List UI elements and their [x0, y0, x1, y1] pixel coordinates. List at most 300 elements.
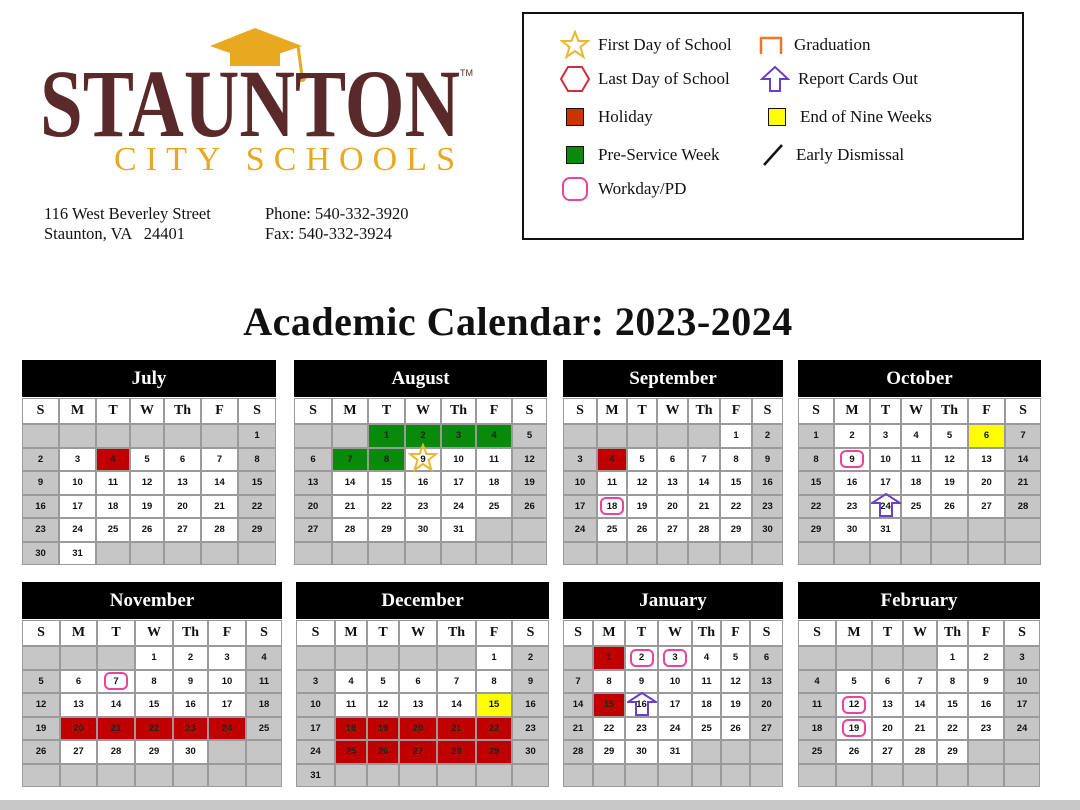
day-number: 28 — [914, 746, 926, 758]
day-cell — [296, 740, 335, 764]
day-number: 16 — [525, 699, 536, 711]
day-cell — [834, 424, 870, 448]
empty-cell — [836, 764, 872, 788]
day-cell — [476, 424, 512, 448]
weekday-header: S — [752, 398, 783, 424]
weekday-header: Th — [437, 620, 476, 646]
day-number: 19 — [377, 722, 389, 734]
workday-icon — [104, 672, 128, 690]
empty-cell — [798, 542, 834, 566]
day-cell — [294, 448, 332, 472]
day-cell — [834, 495, 870, 519]
day-number: 14 — [698, 477, 710, 489]
day-cell — [968, 717, 1004, 741]
day-cell — [201, 495, 238, 519]
day-cell — [96, 448, 130, 472]
day-number: 26 — [35, 746, 47, 758]
day-number: 10 — [72, 477, 83, 489]
weekday-header: M — [59, 398, 96, 424]
month-header: February — [798, 582, 1040, 619]
day-cell — [834, 518, 870, 542]
day-number: 19 — [848, 722, 860, 734]
day-cell — [476, 693, 512, 717]
day-number: 15 — [148, 699, 160, 711]
weekday-header: S — [22, 620, 60, 646]
empty-cell — [335, 646, 367, 670]
day-cell — [834, 471, 870, 495]
empty-cell — [208, 764, 246, 788]
legend-label: Report Cards Out — [798, 69, 918, 88]
day-cell — [968, 471, 1005, 495]
day-number: 5 — [851, 675, 857, 687]
empty-cell — [720, 542, 752, 566]
empty-cell — [294, 424, 332, 448]
day-cell — [208, 670, 246, 694]
day-number: 5 — [380, 675, 386, 687]
day-number: 19 — [524, 477, 535, 489]
day-cell — [332, 471, 368, 495]
day-cell — [437, 717, 476, 741]
day-number: 17 — [880, 477, 891, 489]
weekday-header: Th — [173, 620, 208, 646]
empty-cell — [931, 518, 968, 542]
day-cell — [870, 448, 901, 472]
day-number: 19 — [636, 500, 648, 512]
day-cell — [658, 717, 692, 741]
day-number: 17 — [221, 699, 233, 711]
day-number: 13 — [412, 699, 424, 711]
day-cell — [720, 518, 752, 542]
slash-icon — [756, 140, 790, 170]
day-number: 20 — [667, 500, 678, 512]
day-number: 18 — [606, 500, 618, 512]
day-cell — [627, 518, 657, 542]
day-number: 27 — [412, 746, 424, 758]
day-number: 1 — [606, 652, 612, 664]
empty-cell — [437, 646, 476, 670]
day-number: 22 — [148, 722, 160, 734]
weekday-header: Th — [931, 398, 968, 424]
day-number: 19 — [141, 500, 153, 512]
empty-cell — [627, 542, 657, 566]
weekday-header: F — [968, 620, 1004, 646]
day-cell — [441, 518, 476, 542]
empty-cell — [332, 542, 368, 566]
day-number: 27 — [73, 746, 84, 758]
address-line-2: Staunton, VA 24401 — [44, 224, 186, 243]
day-cell — [296, 764, 335, 788]
day-number: 9 — [638, 675, 645, 687]
day-number: 9 — [187, 675, 194, 687]
day-number: 5 — [526, 430, 533, 442]
day-number: 28 — [1017, 500, 1029, 512]
empty-cell — [688, 542, 720, 566]
day-cell — [476, 717, 512, 741]
legend-holiday — [558, 102, 653, 132]
day-cell — [512, 717, 549, 741]
day-cell — [798, 424, 834, 448]
day-cell — [335, 693, 367, 717]
day-cell — [563, 471, 597, 495]
day-cell — [246, 646, 282, 670]
day-number: 26 — [730, 722, 741, 734]
day-cell — [563, 448, 597, 472]
day-cell — [512, 495, 547, 519]
day-number: 25 — [811, 746, 823, 758]
legend-last-day — [558, 64, 730, 94]
workday-icon — [842, 696, 866, 714]
day-cell — [512, 424, 547, 448]
day-number: 10 — [310, 699, 321, 711]
day-cell — [593, 670, 625, 694]
day-cell — [688, 448, 720, 472]
empty-cell — [931, 542, 968, 566]
legend-label: Workday/PD — [598, 179, 687, 198]
empty-cell — [476, 764, 512, 788]
day-number: 28 — [110, 746, 122, 758]
empty-cell — [22, 764, 60, 788]
empty-cell — [201, 424, 238, 448]
day-cell — [332, 448, 368, 472]
day-number: 18 — [345, 722, 357, 734]
day-number: 22 — [603, 722, 615, 734]
empty-cell — [834, 542, 870, 566]
weekday-header: S — [512, 398, 547, 424]
day-number: 21 — [1017, 477, 1029, 489]
day-number: 6 — [179, 453, 186, 465]
empty-cell — [367, 764, 399, 788]
day-cell — [238, 518, 276, 542]
day-number: 4 — [491, 430, 497, 442]
day-cell — [97, 693, 135, 717]
empty-cell — [872, 646, 903, 670]
day-cell — [931, 471, 968, 495]
green-square-icon — [558, 140, 592, 170]
empty-cell — [563, 424, 597, 448]
empty-cell — [750, 764, 783, 788]
day-number: 24 — [669, 722, 681, 734]
day-number: 7 — [701, 453, 707, 465]
weekday-header: W — [130, 398, 164, 424]
day-number: 11 — [910, 453, 922, 465]
legend-workday — [558, 174, 686, 204]
day-number: 1 — [733, 430, 739, 442]
day-cell — [872, 670, 903, 694]
day-number: 22 — [251, 500, 263, 512]
day-cell — [246, 693, 282, 717]
day-number: 1 — [491, 652, 497, 664]
month-header: August — [294, 360, 547, 397]
day-cell — [335, 717, 367, 741]
empty-cell — [368, 542, 405, 566]
empty-cell — [208, 740, 246, 764]
day-cell — [968, 693, 1004, 717]
empty-cell — [399, 646, 437, 670]
day-number: 23 — [417, 500, 429, 512]
day-cell — [238, 471, 276, 495]
day-cell — [1004, 670, 1040, 694]
day-number: 13 — [761, 675, 772, 687]
empty-cell — [294, 542, 332, 566]
weekday-header: T — [96, 398, 130, 424]
day-number: 21 — [110, 722, 122, 734]
empty-cell — [476, 518, 512, 542]
day-cell — [238, 448, 276, 472]
weekday-header: S — [246, 620, 282, 646]
day-cell — [201, 448, 238, 472]
day-number: 13 — [177, 477, 188, 489]
day-cell — [752, 471, 783, 495]
day-number: 15 — [810, 477, 822, 489]
day-cell — [441, 471, 476, 495]
day-number: 15 — [381, 477, 392, 489]
day-cell — [752, 424, 783, 448]
day-number: 9 — [849, 453, 855, 465]
day-number: 20 — [177, 500, 188, 512]
day-number: 24 — [880, 500, 891, 512]
yellow-square-icon — [760, 102, 794, 132]
day-number: 5 — [639, 453, 645, 465]
day-cell — [512, 670, 549, 694]
day-number: 13 — [667, 477, 678, 489]
day-number: 7 — [347, 453, 353, 465]
day-number: 8 — [949, 675, 956, 687]
day-number: 29 — [251, 524, 263, 536]
day-cell — [335, 670, 367, 694]
day-cell — [901, 471, 931, 495]
weekday-header: W — [135, 620, 173, 646]
empty-cell — [512, 518, 547, 542]
day-number: 6 — [669, 453, 676, 465]
day-number: 4 — [814, 675, 820, 687]
day-number: 25 — [345, 746, 357, 758]
weekday-header: Th — [164, 398, 201, 424]
empty-cell — [476, 542, 512, 566]
day-number: 18 — [488, 477, 500, 489]
day-number: 16 — [980, 699, 992, 711]
day-cell — [870, 424, 901, 448]
day-number: 12 — [377, 699, 389, 711]
day-number: 11 — [811, 699, 823, 711]
legend-label: Graduation — [794, 35, 871, 54]
day-number: 13 — [73, 699, 84, 711]
day-cell — [368, 495, 405, 519]
day-cell — [563, 693, 593, 717]
month-header: October — [798, 360, 1041, 397]
day-cell — [22, 693, 60, 717]
day-cell — [399, 717, 437, 741]
day-cell — [563, 670, 593, 694]
day-number: 21 — [698, 500, 710, 512]
empty-cell — [130, 424, 164, 448]
day-cell — [968, 424, 1005, 448]
day-cell — [750, 693, 783, 717]
hexagon-icon — [558, 64, 592, 94]
day-number: 3 — [455, 430, 462, 442]
day-cell — [937, 646, 968, 670]
day-number: 10 — [453, 453, 464, 465]
day-number: 27 — [667, 524, 678, 536]
empty-cell — [22, 424, 59, 448]
day-number: 23 — [846, 500, 858, 512]
day-number: 12 — [636, 477, 648, 489]
empty-cell — [968, 764, 1004, 788]
day-number: 21 — [914, 722, 926, 734]
day-number: 16 — [846, 477, 858, 489]
empty-cell — [238, 542, 276, 566]
day-number: 30 — [525, 746, 536, 758]
weekday-header: Th — [688, 398, 720, 424]
day-cell — [59, 518, 96, 542]
day-number: 10 — [1016, 675, 1028, 687]
day-cell — [937, 717, 968, 741]
empty-cell — [798, 646, 836, 670]
logo-main-text: STAUNTON — [40, 50, 460, 157]
day-cell — [720, 448, 752, 472]
day-cell — [1005, 471, 1041, 495]
day-cell — [798, 495, 834, 519]
graduation-bracket-icon — [754, 30, 788, 60]
day-number: 14 — [914, 699, 926, 711]
day-cell — [657, 495, 688, 519]
day-cell — [720, 424, 752, 448]
day-cell — [720, 495, 752, 519]
day-cell — [752, 448, 783, 472]
day-cell — [627, 495, 657, 519]
day-number: 24 — [72, 524, 83, 536]
empty-cell — [96, 542, 130, 566]
day-number: 19 — [730, 699, 741, 711]
day-number: 14 — [110, 699, 122, 711]
day-number: 4 — [261, 652, 267, 664]
day-number: 14 — [344, 477, 356, 489]
weekday-header: W — [405, 398, 441, 424]
day-cell — [246, 670, 282, 694]
day-number: 9 — [983, 675, 989, 687]
legend-first-day — [558, 30, 732, 60]
day-cell — [512, 693, 549, 717]
weekday-header: M — [836, 620, 872, 646]
day-cell — [367, 740, 399, 764]
day-number: 15 — [730, 477, 742, 489]
day-number: 12 — [944, 453, 955, 465]
day-cell — [968, 448, 1005, 472]
day-cell — [625, 693, 658, 717]
day-number: 18 — [258, 699, 270, 711]
day-cell — [563, 495, 597, 519]
day-number: 16 — [417, 477, 429, 489]
day-cell — [752, 495, 783, 519]
day-number: 9 — [420, 453, 426, 465]
day-number: 24 — [453, 500, 464, 512]
weekday-header: S — [1005, 398, 1041, 424]
day-number: 27 — [307, 524, 319, 536]
day-number: 7 — [575, 675, 581, 687]
day-number: 26 — [848, 746, 860, 758]
day-cell — [97, 717, 135, 741]
month-header: July — [22, 360, 276, 397]
day-number: 16 — [636, 699, 647, 711]
day-number: 31 — [669, 746, 681, 758]
weekday-header: Th — [692, 620, 721, 646]
star-icon — [558, 30, 592, 60]
day-cell — [59, 471, 96, 495]
day-cell — [437, 740, 476, 764]
day-cell — [563, 717, 593, 741]
day-cell — [512, 471, 547, 495]
day-cell — [512, 448, 547, 472]
day-cell — [593, 740, 625, 764]
day-number: 30 — [35, 547, 46, 559]
day-number: 29 — [603, 746, 615, 758]
day-number: 22 — [947, 722, 958, 734]
logo-sub-text: CITY SCHOOLS — [114, 141, 460, 178]
day-cell — [658, 740, 692, 764]
day-cell — [836, 670, 872, 694]
day-cell — [593, 646, 625, 670]
day-number: 5 — [732, 652, 739, 664]
day-number: 1 — [383, 430, 390, 442]
day-number: 5 — [946, 430, 953, 442]
day-cell — [441, 448, 476, 472]
day-number: 9 — [764, 453, 771, 465]
day-number: 4 — [609, 453, 615, 465]
day-cell — [208, 717, 246, 741]
day-number: 25 — [606, 524, 618, 536]
day-number: 12 — [141, 477, 153, 489]
day-cell — [130, 495, 164, 519]
day-cell — [720, 471, 752, 495]
workday-icon — [840, 450, 864, 468]
weekday-header: M — [335, 620, 367, 646]
day-number: 28 — [214, 524, 225, 536]
weekday-header: M — [332, 398, 368, 424]
day-cell — [903, 693, 937, 717]
day-number: 29 — [488, 746, 500, 758]
empty-cell — [437, 764, 476, 788]
day-number: 8 — [813, 453, 819, 465]
day-cell — [405, 495, 441, 519]
empty-cell — [968, 740, 1004, 764]
empty-cell — [59, 424, 96, 448]
page-title: Academic Calendar: 2023-2024 — [243, 299, 793, 344]
workday-icon — [600, 497, 624, 515]
day-number: 18 — [910, 477, 922, 489]
day-number: 31 — [880, 524, 891, 536]
empty-cell — [688, 424, 720, 448]
empty-cell — [563, 646, 593, 670]
day-cell — [1005, 495, 1041, 519]
day-number: 17 — [72, 500, 83, 512]
weekday-header: T — [368, 398, 405, 424]
day-number: 3 — [74, 453, 81, 465]
day-cell — [903, 740, 937, 764]
day-cell — [60, 717, 97, 741]
empty-cell — [593, 764, 625, 788]
day-number: 24 — [1016, 722, 1028, 734]
empty-cell — [721, 740, 750, 764]
day-cell — [750, 646, 783, 670]
day-cell — [367, 693, 399, 717]
day-number: 15 — [488, 699, 500, 711]
day-number: 23 — [980, 722, 992, 734]
day-number: 23 — [185, 722, 196, 734]
day-number: 28 — [698, 524, 710, 536]
day-number: 23 — [35, 524, 46, 536]
day-cell — [721, 646, 750, 670]
day-cell — [625, 646, 658, 670]
weekday-header: S — [798, 620, 836, 646]
